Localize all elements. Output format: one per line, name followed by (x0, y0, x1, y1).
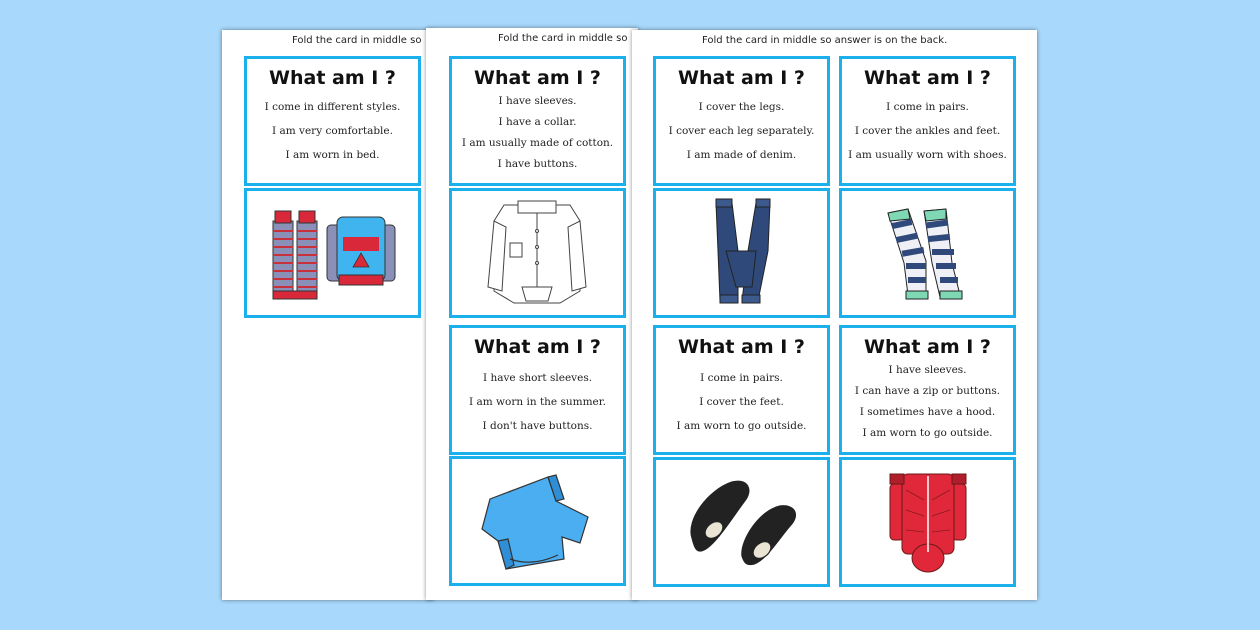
clue-text: I come in pairs. (886, 101, 969, 113)
clue-text: I am usually made of cotton. (461, 137, 614, 149)
coat-icon (842, 460, 1013, 584)
jeans-icon (656, 191, 827, 315)
clue-text: I am very comfortable. (272, 125, 393, 137)
worksheet-page-1 (222, 30, 434, 600)
question-card-jeans (653, 56, 830, 186)
clue-text: I have sleeves. (888, 364, 967, 376)
clue-text: I come in different styles. (264, 101, 401, 113)
clue-text: I am worn to go outside. (676, 420, 807, 432)
worksheet-page-2 (426, 28, 638, 600)
clue-text: I sometimes have a hood. (859, 406, 996, 418)
clue-text: I am worn in the summer. (469, 396, 606, 408)
answer-card-coat (839, 457, 1016, 587)
clue-text: I don't have buttons. (482, 420, 593, 432)
socks-icon (842, 191, 1013, 315)
pyjamas-icon (247, 191, 418, 315)
clue-text: I am worn to go outside. (862, 427, 993, 439)
question-card-pyjamas (244, 56, 421, 186)
clue-text: I cover the feet. (699, 396, 784, 408)
card-title: What am I ? (864, 336, 991, 358)
answer-card-shirt (449, 188, 626, 318)
clue-text: I come in pairs. (700, 372, 783, 384)
shirt-icon (452, 191, 623, 315)
card-title: What am I ? (474, 336, 601, 358)
worksheet-page-3 (632, 30, 1037, 600)
answer-card-jeans (653, 188, 830, 318)
clue-text: I cover the legs. (698, 101, 785, 113)
clue-text: I am usually worn with shoes. (848, 149, 1007, 161)
fold-instruction: Fold the card in middle so (292, 35, 422, 46)
answer-card-shoes (653, 457, 830, 587)
card-title: What am I ? (864, 67, 991, 89)
t-shirt-icon (452, 459, 623, 583)
question-card-shoes (653, 325, 830, 455)
question-card-t-shirt (449, 325, 626, 455)
shoes-icon (656, 460, 827, 584)
question-card-shirt (449, 56, 626, 186)
answer-card-t-shirt (449, 456, 626, 586)
clue-text: I am worn in bed. (285, 149, 380, 161)
clue-text: I have a collar. (498, 116, 577, 128)
clue-text: I have sleeves. (498, 95, 577, 107)
clue-text: I cover the ankles and feet. (854, 125, 1001, 137)
fold-instruction: Fold the card in middle so (498, 33, 628, 44)
clue-text: I have buttons. (497, 158, 578, 170)
fold-instruction: Fold the card in middle so answer is on the back. (702, 35, 948, 46)
answer-card-pyjamas (244, 188, 421, 318)
card-title: What am I ? (678, 67, 805, 89)
card-title: What am I ? (678, 336, 805, 358)
clue-text: I am made of denim. (686, 149, 797, 161)
answer-card-socks (839, 188, 1016, 318)
question-card-coat (839, 325, 1016, 455)
clue-text: I cover each leg separately. (668, 125, 815, 137)
question-card-socks (839, 56, 1016, 186)
card-title: What am I ? (474, 67, 601, 89)
clue-text: I have short sleeves. (482, 372, 593, 384)
card-title: What am I ? (269, 67, 396, 89)
clue-text: I can have a zip or buttons. (854, 385, 1001, 397)
